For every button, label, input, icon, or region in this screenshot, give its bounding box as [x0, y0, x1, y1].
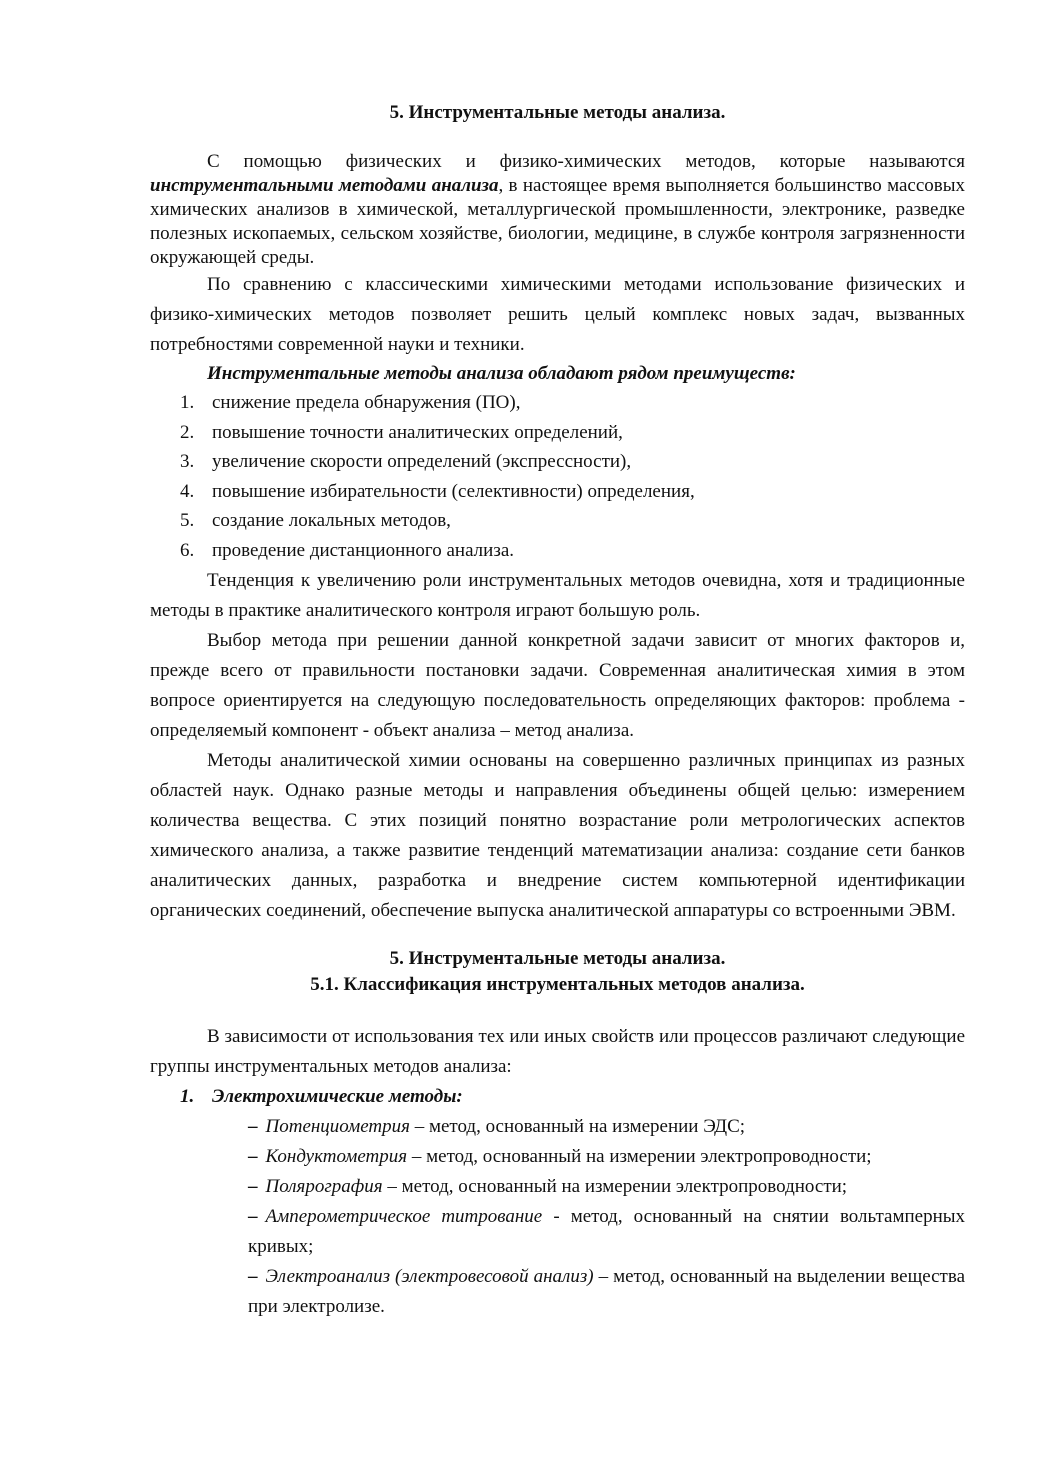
list-item — [150, 506, 965, 536]
spacer — [150, 998, 965, 1022]
method-description: – метод, основанный на измерении ЭДС; — [409, 1115, 746, 1137]
methods-list — [150, 1112, 965, 1322]
advantages-heading: Инструментальные методы анализа обладают рядом преимуществ: — [207, 363, 796, 384]
section-title: 5. Инструментальные методы анализа. — [389, 102, 726, 123]
paragraph-comparison: По сравнению с классическими химическими методами использование физических и физико-химических методов позволяет решить целый комплекс новых задач, вызванных потребностями современной науки и техники. — [150, 274, 965, 355]
list-item-text: повышение точности аналитических определений, — [212, 421, 623, 443]
method-description: – метод, основанный на выделении вещества при электролизе. — [248, 1265, 965, 1317]
list-item-text: повышение избирательности (селективности) определения, — [212, 480, 695, 502]
intro-term: инструментальными методами анализа — [150, 175, 499, 196]
method-term: Кондуктометрия — [265, 1145, 408, 1167]
paragraph-classification: В зависимости от использования тех или иных свойств или процессов различают следующие группы инструментальных методов анализа: — [150, 1025, 965, 1077]
method-term: Полярография — [265, 1175, 383, 1197]
method-term: Потенциометрия — [265, 1115, 410, 1137]
dash-bullet: – — [248, 1205, 258, 1227]
method-item — [248, 1172, 965, 1202]
list-item-number: 3. — [180, 451, 195, 473]
list-item-text: создание локальных методов, — [212, 510, 451, 532]
spacer — [150, 926, 965, 946]
paragraph-methods-basis: Методы аналитической химии основаны на совершенно различных принципах из разных областей наук. Однако разные методы и направления объединены общей целью: измерением количества вещества. С этих позиций понятно возрастание роли метрологических аспектов химического анализа, а также развитие тенденций математизации анализа: создание сети банков аналитических данных, разработка и внедрение систем компьютерной идентификации органических соединений, обеспечение выпуска аналитической аппаратуры со встроенными ЭВМ. — [150, 749, 965, 921]
method-item — [248, 1262, 965, 1322]
list-item-text: снижение предела обнаружения (ПО), — [212, 392, 521, 413]
list-item-text: увеличение скорости определений (экспрессности), — [212, 451, 632, 473]
spacer — [150, 126, 965, 150]
method-term: Электроанализ (электровесовой анализ) — [265, 1265, 594, 1287]
paragraph-method-choice: Выбор метода при решении данной конкретной задачи зависит от многих факторов и, прежде всего от правильности постановки задачи. Современная аналитическая химия в этом вопросе ориентируется на следующую последовательность определяющих факторов: проблема - определяемый компонент - объект анализа – метод анализа. — [150, 629, 965, 741]
list-item — [150, 536, 965, 566]
list-item — [150, 388, 965, 418]
dash-bullet: – — [248, 1175, 258, 1197]
dash-bullet: – — [248, 1145, 258, 1167]
list-item-text: проведение дистанционного анализа. — [212, 539, 515, 561]
section-subtitle: 5.1. Классификация инструментальных методов анализа. — [310, 973, 805, 995]
method-item — [248, 1202, 965, 1262]
list-item-number: 6. — [180, 539, 195, 561]
method-description: – метод, основанный на измерении электропроводности; — [407, 1145, 872, 1167]
list-item-number: 5. — [180, 510, 195, 532]
list-item-number: 1. — [180, 392, 195, 413]
method-item — [248, 1142, 965, 1172]
list-item-number: 4. — [180, 480, 195, 502]
method-description: - метод, основанный на снятии вольтамперных кривых; — [248, 1205, 966, 1257]
list-item-number: 2. — [180, 421, 195, 443]
list-item — [150, 477, 965, 507]
dash-bullet: – — [248, 1115, 258, 1137]
list-item — [150, 418, 965, 448]
dash-bullet: – — [248, 1265, 258, 1287]
method-description: – метод, основанный на измерении электропроводности; — [382, 1175, 848, 1197]
intro-lead: С помощью физических и физико-химических методов, которые называются — [207, 151, 965, 172]
method-term: Амперометрическое титрование — [265, 1205, 543, 1227]
intro-tail: , в настоящее время выполняется большинство массовых химических анализов в химической, металлургической промышленности, электронике, разведке полезных ископаемых, сельском хозяйстве, биологии, медицине, в службе контроля загрязненности окружающей среды. — [150, 175, 965, 268]
list-item — [150, 447, 965, 477]
section-title: 5. Инструментальные методы анализа. — [389, 947, 726, 969]
method-item — [248, 1112, 965, 1142]
intro-paragraph — [150, 150, 965, 270]
paragraph-tendency: Тенденция к увеличению роли инструментальных методов очевидна, хотя и традиционные методы в практике аналитического контроля играют большую роль. — [150, 569, 965, 621]
group-number: 1. — [180, 1085, 195, 1107]
advantages-list — [150, 388, 965, 566]
group-label: Электрохимические методы: — [212, 1085, 463, 1107]
group-heading — [150, 1082, 965, 1112]
